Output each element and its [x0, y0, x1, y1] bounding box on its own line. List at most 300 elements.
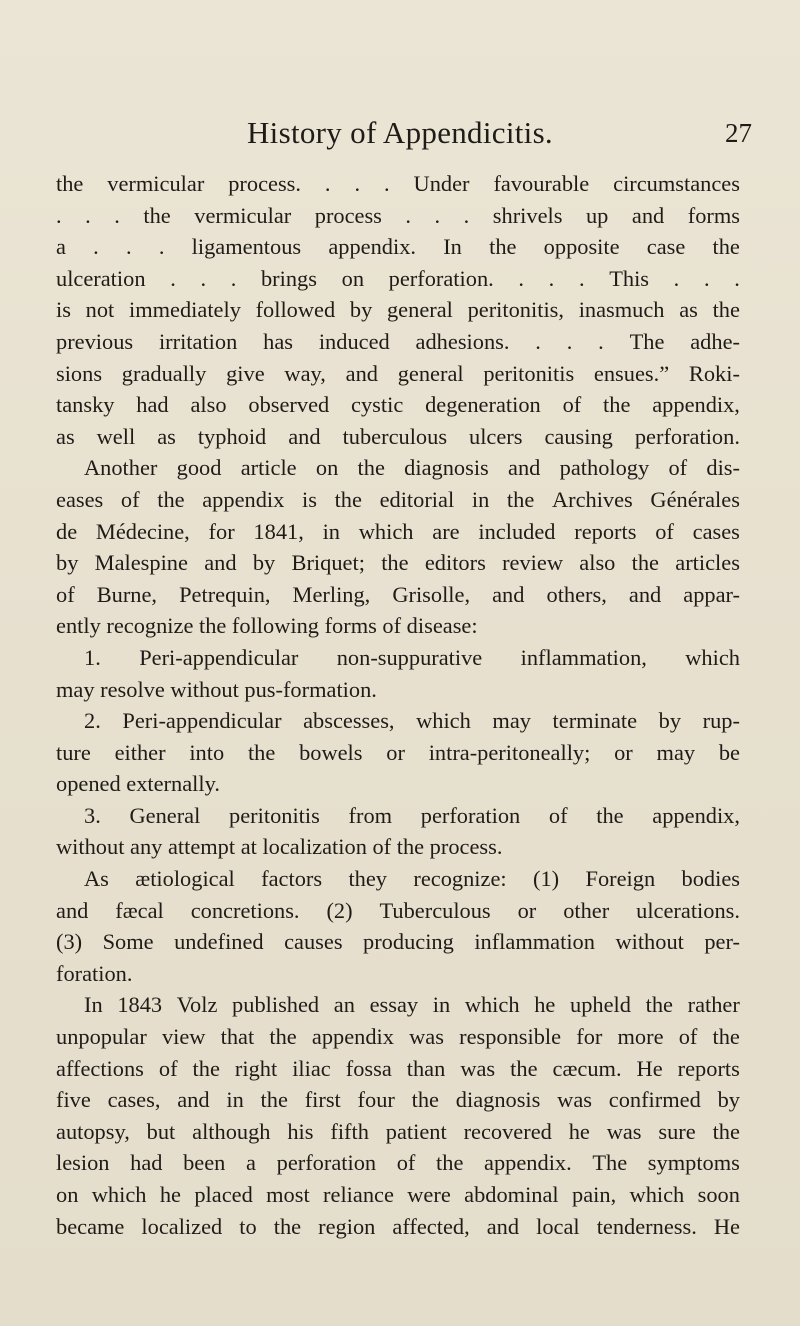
text-line: without any attempt at localization of the process.	[56, 834, 503, 860]
word: the	[411, 1087, 439, 1113]
word: view	[161, 1024, 206, 1050]
word: inflammation,	[520, 644, 647, 670]
word: for	[576, 1024, 603, 1050]
word: had	[130, 1150, 163, 1176]
word: .	[434, 202, 441, 228]
word: (3)	[56, 929, 83, 955]
word: As	[84, 866, 109, 892]
word: gradually	[121, 360, 207, 386]
word: although	[192, 1118, 271, 1144]
word: intra-peritoneally;	[428, 739, 591, 765]
word: the	[436, 1150, 464, 1176]
text-line	[56, 389, 740, 421]
word: causing	[544, 423, 613, 449]
word: pain,	[572, 1182, 617, 1207]
word: which	[91, 1182, 147, 1207]
word: not	[85, 297, 115, 323]
word: that	[220, 1024, 255, 1050]
word: Roki-	[688, 360, 740, 386]
word: ligamentous	[191, 234, 302, 260]
text-line: foration.	[56, 960, 133, 986]
word: Merling,	[292, 581, 371, 607]
word: affected,	[392, 1213, 470, 1239]
word: symptoms	[647, 1150, 740, 1176]
word: other	[563, 897, 610, 923]
word: well	[96, 423, 136, 449]
word: bodies	[681, 866, 740, 892]
word: .	[126, 234, 132, 260]
word: on	[56, 1182, 79, 1207]
word: peritonitis,	[467, 297, 564, 323]
word: was	[409, 1024, 444, 1050]
word: peritonitis	[229, 802, 320, 828]
word: lesion	[56, 1150, 110, 1176]
word: his	[287, 1118, 314, 1144]
word: perforation.	[388, 265, 494, 291]
word: .	[158, 234, 165, 260]
word: Burne,	[96, 581, 158, 607]
word: is	[56, 297, 71, 323]
word: sions	[56, 360, 103, 386]
word: The	[592, 1150, 628, 1176]
word: previous	[56, 328, 134, 354]
word: Peri-appendicular	[122, 708, 282, 734]
word: and	[56, 897, 89, 923]
word: cæcum.	[552, 1055, 622, 1081]
word: most	[266, 1182, 310, 1207]
word: review	[502, 550, 563, 576]
word: included	[478, 518, 556, 544]
word: appar-	[683, 581, 740, 607]
word: bowels	[299, 739, 363, 765]
word: the	[157, 486, 185, 512]
text-line	[56, 1211, 740, 1243]
word: in	[432, 992, 451, 1018]
word: of	[678, 1024, 698, 1050]
word: of	[56, 581, 75, 607]
word: on	[341, 265, 365, 291]
word: favourable	[493, 171, 590, 196]
word: articles	[675, 550, 740, 576]
word: Médecine,	[95, 518, 190, 544]
text-line	[56, 263, 740, 295]
word: iliac	[292, 1055, 331, 1081]
text-line	[56, 1179, 740, 1211]
word: appendix,	[652, 802, 740, 828]
word: (1)	[533, 866, 560, 892]
word: the	[381, 550, 409, 576]
word: degeneration	[425, 392, 541, 418]
word: fifth	[330, 1118, 369, 1144]
word: Foreign	[585, 866, 656, 892]
word: recovered	[463, 1118, 552, 1144]
word: a	[56, 234, 66, 260]
word: process	[314, 202, 382, 228]
word: case	[646, 234, 686, 260]
word: the	[357, 455, 385, 481]
word: became	[56, 1213, 125, 1239]
text-line	[56, 1021, 740, 1053]
text-line	[56, 800, 740, 832]
word: article	[240, 455, 297, 481]
word: the	[712, 297, 740, 323]
word: published	[232, 992, 320, 1018]
word: 1843	[117, 992, 163, 1018]
word: Briquet;	[291, 550, 365, 576]
word: region	[318, 1213, 376, 1239]
word: and	[486, 1213, 520, 1239]
text-line	[56, 547, 740, 579]
word: eases	[56, 486, 104, 512]
word: others,	[546, 581, 607, 607]
word: five	[56, 1087, 91, 1113]
word: Under	[413, 171, 470, 196]
word: may	[492, 708, 531, 734]
text-line	[56, 926, 740, 958]
word: diagnosis	[455, 1087, 541, 1113]
word: and	[288, 423, 321, 449]
word: first	[304, 1087, 341, 1113]
word: was	[460, 1055, 496, 1081]
word: right	[234, 1055, 278, 1081]
word: give	[226, 360, 265, 386]
word: has	[263, 328, 293, 354]
word: producing	[363, 929, 454, 955]
word: of	[562, 392, 582, 418]
word: localized	[141, 1213, 223, 1239]
word: general	[397, 360, 464, 386]
text-line	[56, 358, 740, 390]
word: of	[655, 518, 674, 544]
text-line	[56, 989, 740, 1021]
word: as	[679, 297, 698, 323]
word: or	[614, 739, 633, 765]
word: a	[246, 1150, 256, 1176]
word: he	[534, 992, 556, 1018]
word: reports	[574, 518, 637, 544]
word: as	[56, 423, 75, 449]
word: undefined	[174, 929, 264, 955]
word: Tuberculous	[379, 897, 491, 923]
word: confirmed	[608, 1087, 701, 1113]
word: observed	[248, 392, 330, 418]
word: ture	[56, 739, 91, 765]
word: without	[615, 929, 684, 955]
word: (2)	[326, 897, 353, 923]
word: opposite	[543, 234, 620, 260]
word: immediately	[128, 297, 241, 323]
word: .	[384, 171, 390, 196]
word: In	[84, 992, 103, 1018]
word: reliance	[323, 1182, 394, 1207]
text-line	[56, 421, 740, 453]
word: and	[177, 1087, 210, 1113]
word: .	[354, 171, 361, 196]
text-line	[56, 231, 740, 263]
text-line	[56, 1053, 740, 1085]
word: the	[489, 234, 517, 260]
word: 2.	[84, 708, 101, 734]
word: by	[349, 297, 373, 323]
word: the	[143, 202, 171, 228]
word: .	[93, 234, 99, 260]
word: in	[322, 518, 340, 544]
word: four	[357, 1087, 395, 1113]
word: been	[183, 1150, 226, 1176]
word: .	[230, 265, 237, 291]
word: recognize:	[413, 866, 507, 892]
word: Générales	[650, 486, 740, 512]
word: Archives	[551, 486, 633, 512]
word: in	[226, 1087, 244, 1113]
word: placed	[194, 1182, 253, 1207]
word: 1841,	[253, 518, 304, 544]
word: terminate	[552, 708, 638, 734]
word: cases	[692, 518, 740, 544]
word: pathology	[559, 455, 650, 481]
word: forms	[687, 202, 740, 228]
word: he	[568, 1118, 590, 1144]
word: irritation	[158, 328, 238, 354]
word: concretions.	[190, 897, 300, 923]
word: ulcerations.	[636, 897, 740, 923]
word: patient	[385, 1118, 447, 1144]
text-line	[56, 737, 740, 769]
word: .	[463, 202, 470, 228]
word: .	[703, 265, 710, 291]
word: perforation.	[634, 423, 740, 449]
word: into	[189, 739, 225, 765]
word: and	[345, 360, 378, 386]
word: the	[712, 234, 740, 260]
word: Malespine	[94, 550, 188, 576]
word: dis-	[706, 455, 740, 481]
word: .	[405, 202, 412, 228]
word: fossa	[345, 1055, 392, 1081]
word: by	[56, 550, 79, 576]
text-line	[56, 326, 740, 358]
word: .	[170, 265, 176, 291]
word: causes	[284, 929, 343, 955]
word: .	[535, 328, 541, 354]
word: Volz	[176, 992, 218, 1018]
word: sure	[658, 1118, 696, 1144]
word: .	[56, 202, 62, 228]
word: .	[673, 265, 680, 291]
word: inasmuch	[578, 297, 665, 323]
word: perforation	[276, 1150, 377, 1176]
page-number: 27	[725, 118, 752, 148]
word: be	[718, 739, 740, 765]
word: they	[348, 866, 388, 892]
word: by	[252, 550, 276, 576]
word: vermicular	[194, 202, 292, 228]
word: fæcal	[115, 897, 164, 923]
text-line	[56, 579, 740, 611]
word: Another	[84, 455, 158, 481]
word: cystic	[351, 392, 404, 418]
word: peritonitis	[483, 360, 575, 386]
text-line	[56, 642, 740, 674]
word: had	[136, 392, 169, 418]
word: as	[157, 423, 176, 449]
text-line	[56, 452, 740, 484]
word: factors	[261, 866, 323, 892]
word: of	[668, 455, 688, 481]
text-line	[56, 895, 740, 927]
text-line	[56, 1116, 740, 1148]
text-line: opened externally.	[56, 771, 220, 797]
word: more	[617, 1024, 664, 1050]
word: He	[636, 1055, 663, 1081]
word: brings	[260, 265, 317, 291]
word: vermicular	[107, 171, 205, 196]
word: by	[717, 1087, 740, 1113]
text-line	[56, 705, 740, 737]
word: .	[548, 265, 555, 291]
word: which	[685, 644, 740, 670]
word: the	[631, 550, 659, 576]
word: tenderness.	[596, 1213, 697, 1239]
word: In	[443, 234, 462, 260]
text-line	[56, 200, 740, 232]
word: the	[603, 392, 631, 418]
text-line: ently recognize the following forms of disease:	[56, 613, 478, 639]
text-line	[56, 1147, 740, 1179]
word: .	[114, 202, 120, 228]
word: of	[548, 802, 568, 828]
word: the	[645, 992, 673, 1018]
word: than	[406, 1055, 446, 1081]
word: .	[518, 265, 525, 291]
word: appendix	[202, 486, 285, 512]
word: adhe-	[690, 328, 740, 354]
word: Peri-appendicular	[139, 644, 299, 670]
word: shrivels	[492, 202, 563, 228]
word: abdominal	[464, 1182, 559, 1207]
word: way,	[284, 360, 326, 386]
word: perforation	[420, 802, 521, 828]
word: good	[176, 455, 222, 481]
word: also	[579, 550, 616, 576]
word: may	[656, 739, 696, 765]
word: of	[396, 1150, 416, 1176]
word: appendix	[311, 1024, 394, 1050]
word: ulcers	[469, 423, 523, 449]
word: of	[120, 486, 140, 512]
word: induced	[318, 328, 390, 354]
word: non-suppurative	[336, 644, 483, 670]
word: rather	[687, 992, 740, 1018]
word: editorial	[379, 486, 455, 512]
word: the	[273, 1213, 302, 1239]
word: the	[260, 1087, 288, 1113]
word: is	[301, 486, 317, 512]
word: but	[146, 1118, 176, 1144]
word: and	[492, 581, 525, 607]
word: diagnosis	[404, 455, 489, 481]
word: the	[192, 1055, 220, 1081]
word: either	[114, 739, 166, 765]
word: Petrequin,	[179, 581, 271, 607]
word: appendix.	[484, 1150, 572, 1176]
word: The	[629, 328, 665, 354]
word: of	[158, 1055, 178, 1081]
text-line	[56, 294, 740, 326]
word: was	[557, 1087, 592, 1113]
word: the	[712, 1024, 740, 1050]
word: to	[239, 1213, 257, 1239]
word: adhesions.	[415, 328, 510, 354]
word: and	[508, 455, 541, 481]
word: followed	[255, 297, 336, 323]
word: local	[536, 1213, 580, 1239]
word: the	[247, 739, 276, 765]
word: autopsy,	[56, 1118, 130, 1144]
word: the	[506, 486, 535, 512]
word: the	[510, 1055, 538, 1081]
text-line	[56, 1084, 740, 1116]
word: per-	[704, 929, 740, 955]
word: 1.	[84, 644, 101, 670]
word: the	[56, 171, 84, 196]
word: editors	[424, 550, 486, 576]
word: or	[517, 897, 537, 923]
word: .	[85, 202, 91, 228]
word: by	[658, 708, 682, 734]
word: affections	[56, 1055, 144, 1081]
word: for	[208, 518, 235, 544]
word: upheld	[570, 992, 631, 1018]
word: and	[631, 202, 665, 228]
word: responsible	[459, 1024, 562, 1050]
word: .	[578, 265, 585, 291]
running-title: History of Appendicitis.	[247, 115, 553, 150]
word: and	[204, 550, 237, 576]
word: soon	[697, 1182, 740, 1207]
word: the	[269, 1024, 297, 1050]
word: typhoid	[197, 423, 267, 449]
text-line	[56, 516, 740, 548]
word: in	[471, 486, 490, 512]
word: essay	[369, 992, 419, 1018]
word: up	[585, 202, 609, 228]
word: which	[464, 992, 520, 1018]
word: abscesses,	[303, 708, 395, 734]
word: circumstances	[613, 171, 740, 196]
word: reports	[677, 1055, 740, 1081]
word: .	[200, 265, 207, 291]
text-line: may resolve without pus-formation.	[56, 676, 377, 702]
running-head	[60, 113, 752, 161]
word: 3.	[84, 802, 101, 828]
word: appendix,	[652, 392, 740, 418]
word: He	[713, 1213, 740, 1239]
word: cases,	[107, 1087, 161, 1113]
word: general	[386, 297, 453, 323]
word: which	[416, 708, 471, 734]
word: .	[598, 328, 604, 354]
word: are	[432, 518, 460, 544]
word: he	[159, 1182, 181, 1207]
word: the	[596, 802, 624, 828]
word: appendix.	[328, 234, 416, 260]
text-line	[56, 863, 740, 895]
word: were	[407, 1182, 451, 1207]
word: which	[358, 518, 414, 544]
word: .	[324, 171, 331, 196]
text-line	[56, 168, 740, 200]
